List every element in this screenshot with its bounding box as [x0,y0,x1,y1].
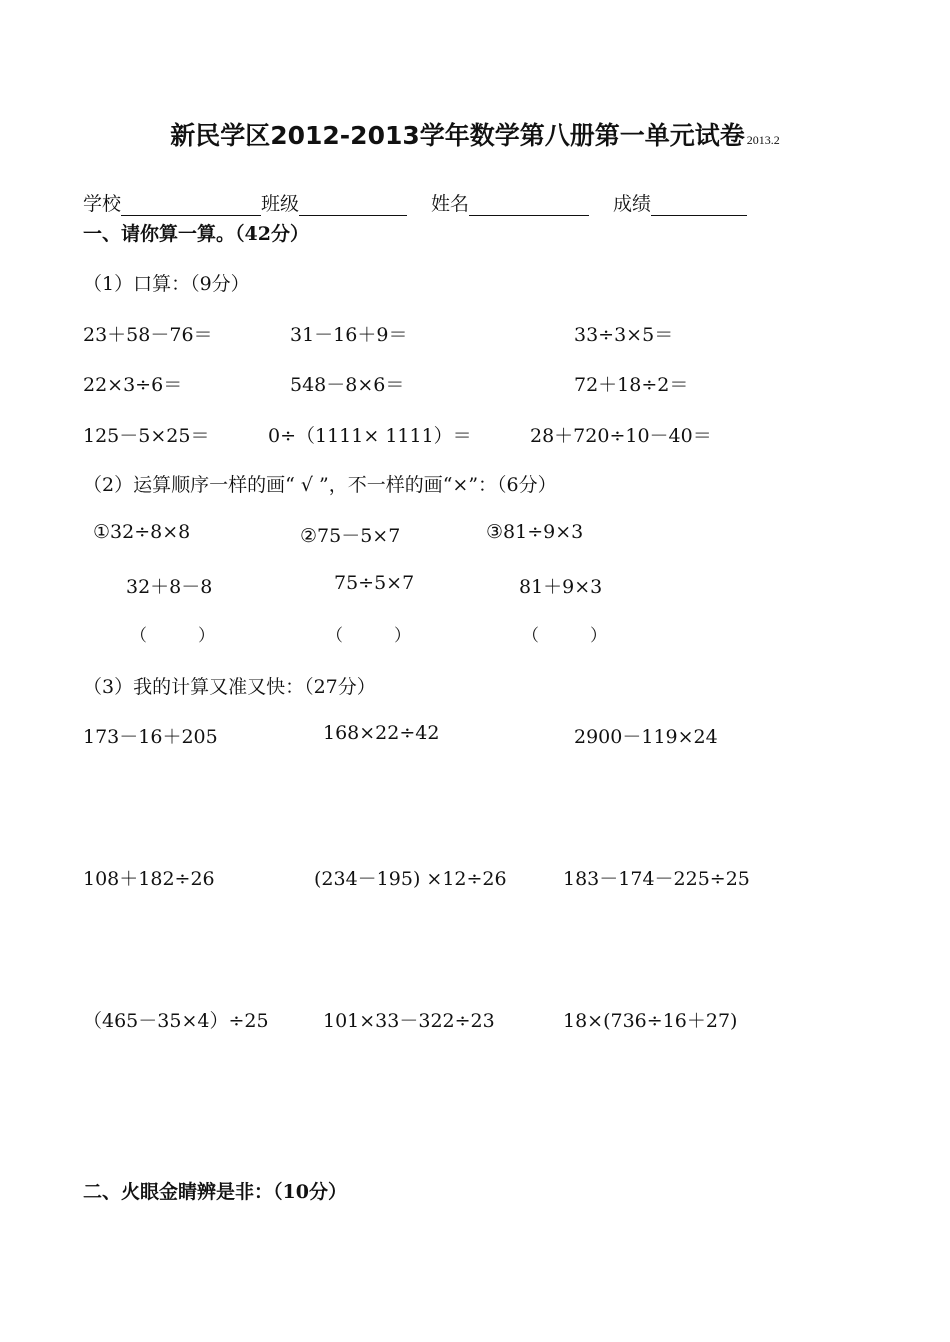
answer-parentheses[interactable]: （ ） [326,626,411,646]
part1-label: （1）口算：（9分） [83,273,250,295]
mental-problem: 31－16＋9＝ [290,324,408,346]
order-expression-a: ②75－5×7 [300,525,401,547]
calc-problem: 101×33－322÷23 [323,1010,495,1032]
part2-label: （2）运算顺序一样的画“ √ ”，不一样的画“×”：（6分） [83,474,557,496]
calc-problem: 173－16＋205 [83,726,218,748]
exam-title [0,116,950,152]
name-blank[interactable] [469,195,589,216]
order-expression-b: 32＋8－8 [126,576,213,598]
section1-heading: 一、请你算一算。（42分） [83,223,309,245]
answer-parentheses[interactable]: （ ） [522,626,607,646]
student-info-row [83,189,747,216]
calc-problem: 183－174－225÷25 [563,868,750,890]
school-blank[interactable] [121,195,261,216]
order-expression-a: ①32÷8×8 [93,521,191,543]
title-date: 2013.2 [746,133,780,147]
calc-problem: 2900－119×24 [574,726,718,748]
mental-problem: 28＋720÷10－40＝ [530,425,712,447]
mental-problem: 72＋18÷2＝ [574,374,689,396]
name-label: 姓名 [431,193,470,215]
order-expression-b: 75÷5×7 [334,572,415,594]
section2-heading: 二、火眼金睛辨是非：（10分） [83,1181,347,1203]
title-main: 新民学区2012-2013学年数学第八册第一单元试卷 [170,121,745,150]
class-blank[interactable] [299,195,407,216]
part3-label: （3）我的计算又准又快：（27分） [83,676,376,698]
calc-problem: 108＋182÷26 [83,868,215,890]
mental-problem: 125－5×25＝ [83,425,210,447]
mental-problem: 0÷（1111× 1111）＝ [268,425,472,447]
class-label: 班级 [261,193,300,215]
score-label: 成绩 [613,193,652,215]
school-label: 学校 [83,193,122,215]
order-expression-b: 81＋9×3 [519,576,603,598]
answer-parentheses[interactable]: （ ） [130,626,215,646]
order-expression-a: ③81÷9×3 [486,521,584,543]
calc-problem: （465－35×4）÷25 [83,1010,269,1032]
mental-problem: 548－8×6＝ [290,374,405,396]
mental-problem: 23＋58－76＝ [83,324,213,346]
score-blank[interactable] [651,195,747,216]
calc-problem: 168×22÷42 [323,722,440,744]
calc-problem: 18×(736÷16＋27) [563,1010,738,1032]
mental-problem: 33÷3×5＝ [574,324,674,346]
calc-problem: (234－195) ×12÷26 [314,868,507,890]
mental-problem: 22×3÷6＝ [83,374,183,396]
